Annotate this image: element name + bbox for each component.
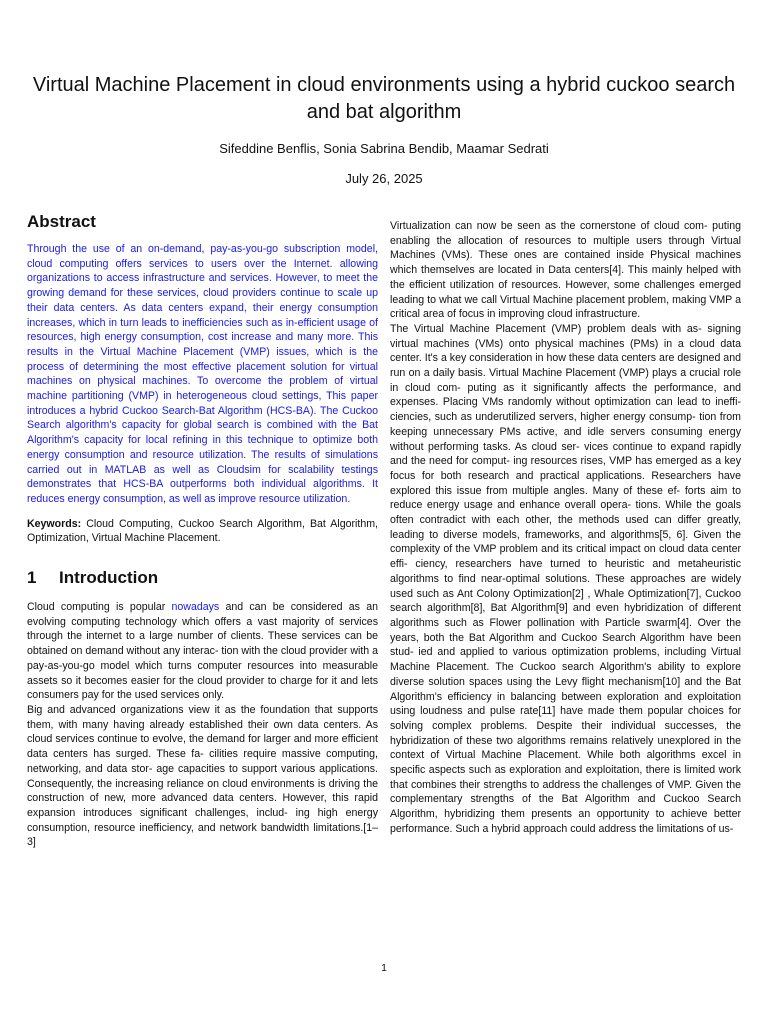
page-number: 1 bbox=[381, 962, 387, 974]
paper-title: Virtual Machine Placement in cloud environments using a hybrid cuckoo search and bat algorithm bbox=[32, 74, 736, 123]
intro-p1-start: Cloud computing is popular bbox=[27, 601, 172, 614]
keywords bbox=[27, 517, 378, 546]
introduction-heading bbox=[27, 568, 378, 588]
nowadays-link[interactable]: nowadays bbox=[171, 601, 220, 614]
author-list: Sifeddine Benflis, Sonia Sabrina Bendib, Maamar Sedrati bbox=[219, 141, 549, 156]
intro-paragraph-1 bbox=[27, 600, 378, 703]
abstract-heading: Abstract bbox=[27, 212, 96, 231]
section-number: 1 bbox=[27, 568, 37, 588]
keywords-text: Cloud Computing, Cuckoo Search Algorithm, Bat Algorithm, Optimization, Virtual Machine Placement. bbox=[27, 517, 378, 545]
publication-date: July 26, 2025 bbox=[345, 171, 423, 186]
section-title: Introduction bbox=[59, 568, 159, 588]
keywords-label: Keywords: bbox=[27, 517, 82, 530]
intro-p1-end: and can be considered as an evolving computing technology which offers a vast majority of services through the internet to a large number of clients. These services can be obtained on demand without any interac- tion with the cloud provider with a pay-as-you-go model which turns computer resources into measurable assets so it becomes easier for the cloud provider to charge for it and lets consumers pay for the used services only. bbox=[27, 601, 378, 702]
intro-paragraph-2: Big and advanced organizations view it as the foundation that supports them, with many having already established their own data centers. As cloud services continue to evolve, the demand for larger and more efficient data centers has surged. These fa- cilities require massive computing, networking, and data stor- age capacities to support various applications. Consequently, the increasing reliance on cloud environments is driving the construction of new, more advanced data centers. However, this rapid expansion introduces significant challenges, includ- ing high energy consumption, resource inefficiency, and network bandwidth limitations.[1–3] bbox=[27, 703, 378, 849]
abstract-text: Through the use of an on-demand, pay-as-you-go subscription model, cloud computing offers services to users over the Internet. allowing organizations to access infrastructure and services. However, to meet the growing demand for these services, cloud providers continue to scale up their data centers. As data centers expand, their energy consumption increases, which in turn leads to inefficiencies such as in-efficient usage of resources, high energy consumption, cost increase and many more. This results in the Virtual Machine Placement (VMP) issues, which is the process of determining the most effective placement solution for virtual machines on physical machines. To overcome the problem of virtual machine partitioning (VMP) in heterogeneous cloud settings, This paper introduces a hybrid Cuckoo Search-Bat Algorithm (HCS-BA). The Cuckoo Search algorithm's capacity for global search is combined with the Bat Algorithm's capacity for local refining in this technique to optimize both energy consumption and resource utilization. The results of simulations carried out in MATLAB as well as Cloudsim for scalability testings demonstrates that HCS-BA outperforms both individual algorithms. It reduces energy consumption, as well as improve resource utilization. bbox=[27, 243, 378, 505]
intro-paragraph-3: Virtualization can now be seen as the cornerstone of cloud com- puting enabling the allocation of resources to multiple users through Virtual Machines (VMs). These ones are contained inside Physical machines which themselves are located in Data centers[4]. This mainly helped with the efficient utilization of resources. However, some challenges emerged leading to what we call Virtual Machine placement problem, making VMP a critical area of focus in improving cloud infrastructure. bbox=[390, 220, 741, 321]
intro-paragraph-4: The Virtual Machine Placement (VMP) problem deals with as- signing virtual machines (VMs) onto physical machines (PMs) in a cloud data center. It's a key consideration in how these data centers are designed and run on a daily basis. Virtual Machine Placement (VMP) plays a crucial role in cloud com- puting as it significantly affects the performance, and expenses. Placing VMs randomly without optimization can lead to ineffi- ciencies, such as underutilized servers, higher energy consump- tion from keeping unnecessary PMs active, and idle servers consuming energy without performing tasks. As cloud ser- vices continue to expand rapidly and the need for comput- ing resources rises, VMP has emerged as a key focus for both research and practical applications. Researchers have explored this issue from multiple angles. Many of these ef- forts aim to reduce energy usage and enhance overall opera- tions. While the goals often contradict with each other, the methods used can differ greatly, leading to diverse models, frameworks, and algorithms[5, 6]. Given the complexity of the VMP problem and its critical impact on cloud data center effi- ciency, researchers have turned to heuristic and metaheuristic algorithms to find near-optimal solutions. These approaches are widely used such as Ant Colony Optimization[2] , Whale Optimization[7], Cuckoo search algorithm[8], Bat Algorithm[9] and even hybridization of different algorithms such as Flower pollination with Particle swarm[4]. Over the years, both the Bat Algorithm and Cuckoo Search Algorithm have been stud- ied and applied to various optimization problems, including Virtual Machine Placement. The Cuckoo search Algorithm's ability to explore diverse solution spaces using the Levy flight mechanism[10] and the Bat Algorithm's efficiency in balancing between exploration and exploitation using loudness and pulse rate[11] have made them popular choices for solving complex problems. Despite their individual successes, the hybridization of these two algorithms remains relatively unexplored in the context of Virtual Machine Placement. While both algorithms excel in specific aspects such as exploration and exploitation, there is limited work that combines their strengths to address the challenges of VMP. Given the complementary strengths of the Bat Algorithm and Cuckoo Search Algorithm, hybridizing them presents an opportunity to achieve better performance. Such a hybrid approach could address the limitations of us- bbox=[390, 322, 741, 835]
left-column bbox=[27, 212, 378, 850]
right-column bbox=[390, 219, 741, 837]
